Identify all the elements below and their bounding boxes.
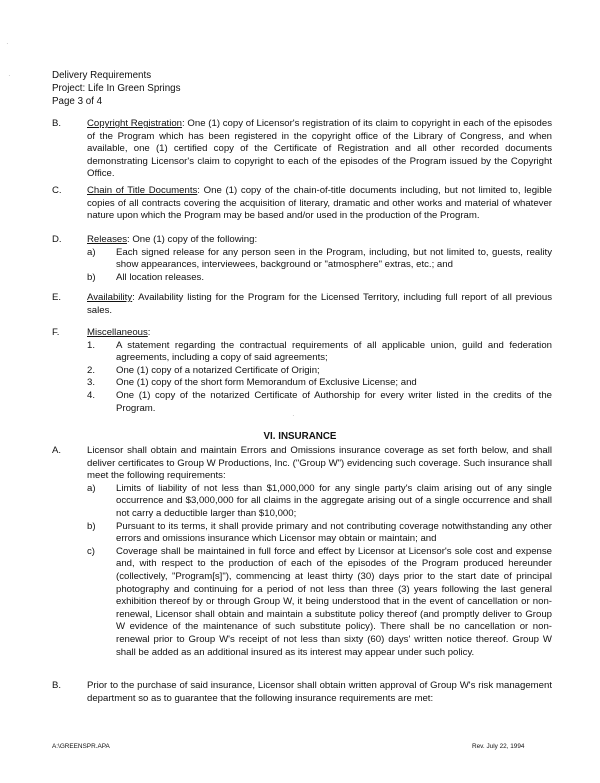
item-number: b) <box>87 520 96 532</box>
header-line-title: Delivery Requirements <box>52 70 152 81</box>
section-text: : One (1) copy of Licensor's registration of its claim to copyright in each of the episodes of the Program which has been registered in the copyright office of the Library of Congress, and when available, one (1) certified copy of the Certificate of Registration and all other recorded documents demonstrating Licensor's claim to copyright to each of the episodes of the Program issued by the Copyright Office. <box>87 118 552 180</box>
section-letter: B. <box>52 680 62 691</box>
section-letter: A. <box>52 445 62 456</box>
header-line-project: Project: Life In Green Springs <box>52 82 181 94</box>
item-number: 1. <box>87 339 96 351</box>
list-item <box>87 365 552 378</box>
item-text: A statement regarding the contractual requirements of all applicable union, guild and federation agreements, including a copy of said agreements; <box>116 339 552 364</box>
scan-speck: · <box>8 71 11 80</box>
section-heading: Copyright Registration <box>87 118 182 129</box>
section-letter: E. <box>52 292 62 303</box>
section-text: : One (1) copy of the chain-of-title documents including, but not limited to, legible copies of all contracts covering the acquisition of literary, dramatic and other works and material of whatever nature upon which the Program may be based and/or used in the production of the Program. <box>87 185 552 222</box>
section-d-releases <box>52 234 552 284</box>
section-e-availability <box>52 292 552 317</box>
list-item <box>87 546 552 659</box>
item-number: a) <box>87 246 96 258</box>
item-text: Each signed release for any person seen in the Program, including, but not limited to, guests, reality show appearances, interviewees, background or "atmosphere" extras, etc.; and <box>116 246 552 271</box>
section-letter: B. <box>52 118 62 129</box>
section-letter: C. <box>52 185 62 196</box>
list-item <box>87 521 552 546</box>
list-item <box>87 483 552 521</box>
section-heading: Releases <box>87 234 127 245</box>
item-number: b) <box>87 271 96 283</box>
item-number: 3. <box>87 377 96 389</box>
section-c-chain-of-title <box>52 185 552 223</box>
section-text: Prior to the purchase of said insurance, Licensor shall obtain written approval of Group W's risk management department so as to guarantee that the following insurance requirements are met: <box>87 680 552 704</box>
list-item <box>87 377 552 390</box>
list-item <box>87 247 552 272</box>
section-heading: Miscellaneous <box>87 327 148 338</box>
item-text: Limits of liability of not less than $1,000,000 for any single party's claim arising out of any single occurrence and $3,000,000 for all claims in the aggregate arising out of a single occurrence and shall not carry a deductible larger than $10,000; <box>116 482 552 519</box>
list-item <box>87 340 552 365</box>
section-b-copyright <box>52 118 552 181</box>
item-number: 4. <box>87 389 96 401</box>
insurance-section-b <box>52 680 552 705</box>
item-text: Coverage shall be maintained in full force and effect by Licensor at Licensor's sole cost and expense and, with respect to the production of each of the episodes of the Program produced hereunder (collectively, "Program[s]"), commencing at least thirty (30) days prior to the start date of principal photography and continuing for a period of not less than three (3) years following the last general exhibition thereof by or through Group W, it being understood that in the event of cancellation or non-renewal, Licensor shall obtain and maintain a substitute policy thereof (and promptly deliver to Group W evidence of the maintenance of such substitute policy). There shall be no cancellation or non-renewal prior to Group W's receipt of not less than sixty (60) days' written notice thereof. Group W shall be added as an additional insured as its interest may appear under such policy. <box>116 545 552 658</box>
item-text: All location releases. <box>116 271 204 283</box>
footer-file-path: A:\GREENSPR.APA <box>52 743 110 750</box>
section-heading: Availability <box>87 292 133 303</box>
insurance-heading: VI. INSURANCE <box>263 431 337 442</box>
section-text: Licensor shall obtain and maintain Errors and Omissions insurance coverage as set forth below, and shall deliver certificates to Group W Productions, Inc. ("Group W") evidencing such coverage. Such insurance shall meet the following requirements: <box>87 445 552 482</box>
item-text: One (1) copy of a notarized Certificate of Origin; <box>116 364 320 376</box>
footer-revision-date: Rev. July 22, 1994 <box>472 743 525 750</box>
item-text: One (1) copy of the notarized Certificate of Authorship for every writer listed in the credits of the Program. <box>116 389 552 414</box>
scan-speck: · <box>6 39 9 48</box>
section-heading: Chain of Title Documents <box>87 185 198 196</box>
item-number: 2. <box>87 364 96 376</box>
header-line-page: Page 3 of 4 <box>52 95 103 107</box>
section-text: : One (1) copy of the following: <box>127 234 258 245</box>
section-letter: F. <box>52 327 60 338</box>
section-letter: D. <box>52 234 62 245</box>
item-text: One (1) copy of the short form Memorandum of Exclusive License; and <box>116 377 417 389</box>
scan-speck: · <box>292 411 295 420</box>
item-text: Pursuant to its terms, it shall provide primary and not contributing coverage notwithstanding any other errors and omissions insurance which Licensor may obtain or maintain; and <box>116 520 552 545</box>
insurance-section-a <box>52 445 552 659</box>
section-text: : <box>147 327 151 338</box>
section-f-miscellaneous <box>52 327 552 415</box>
section-text: : Availability listing for the Program for the Licensed Territory, including full report of all previous sales. <box>87 292 552 316</box>
list-item <box>87 272 552 285</box>
document-header <box>52 70 181 108</box>
item-number: c) <box>87 545 95 557</box>
list-item <box>87 390 552 415</box>
item-number: a) <box>87 482 96 494</box>
